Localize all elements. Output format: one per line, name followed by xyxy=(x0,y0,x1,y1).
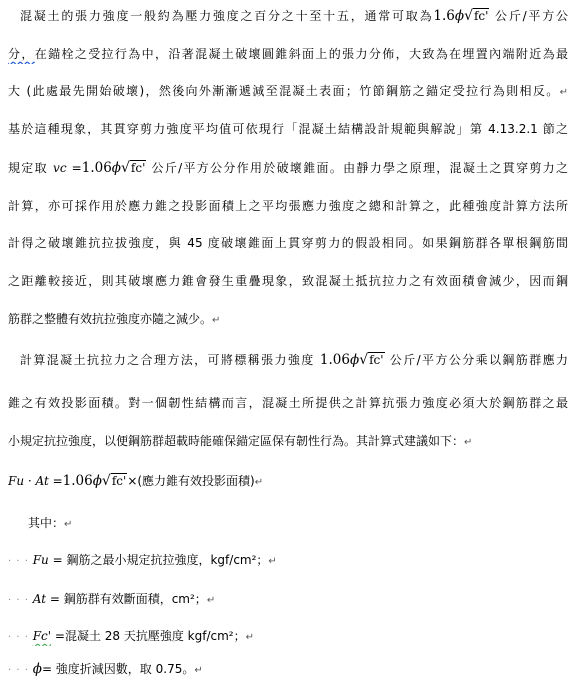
paragraph-1-line-1 xyxy=(8,6,568,26)
fc-prime: fc' xyxy=(473,9,489,23)
definition-phi xyxy=(8,659,568,679)
paragraph-1-line-3 xyxy=(8,81,568,101)
paragraph-1-line-9 xyxy=(8,309,568,329)
paragraph-mark: ↵ xyxy=(64,519,73,530)
formula-coefficient: 1.06 xyxy=(62,473,93,489)
text-span: 大 (此處最先開始破壞)，然後向外漸漸遞減至混凝土表面；竹節鋼筋之錨定受拉行為則相反。 xyxy=(8,84,560,98)
definition-fu xyxy=(8,550,568,570)
paragraph-mark: ↵ xyxy=(206,595,216,606)
radical-symbol: √ xyxy=(121,160,130,176)
coefficient-1-06: 1.06 xyxy=(81,160,112,176)
paragraph-mark: ↵ xyxy=(212,315,221,326)
paragraph-1-line-7 xyxy=(8,233,568,253)
phi-symbol: ϕ xyxy=(111,160,121,176)
text-span: 錐之有效投影面積。對一個韌性結構而言，混凝土所提供之計算抗張力強度必須大於鋼筋群之最 xyxy=(8,396,568,410)
def-symbol: Fc' xyxy=(32,629,52,643)
phi-symbol: ϕ xyxy=(349,352,360,368)
paragraph-mark: ↵ xyxy=(559,87,568,98)
text-span: 公斤/平方公分作用於破壞錐面。由靜力學之原理，混凝土之貫穿剪力之 xyxy=(151,161,568,175)
paragraph-1-line-5 xyxy=(8,158,568,178)
def-text: = 鋼筋之最小規定抗拉強度，kgf/cm²； xyxy=(48,553,269,567)
text-span: 在錨栓之受拉行為中，沿著混凝土破壞圓錐斜面上的張力分佈，大致為在埋置內端附近為最 xyxy=(34,47,568,61)
unit-text: 公斤/平方公 xyxy=(495,9,568,23)
def-text: =混凝土 28 天抗壓強度 kgf/cm²； xyxy=(51,629,246,643)
paragraph-1-line-2 xyxy=(8,44,568,64)
definition-fc xyxy=(8,626,568,646)
paragraph-mark: ↵ xyxy=(254,477,264,488)
def-symbol: ϕ xyxy=(32,661,42,677)
paragraph-2-line-2 xyxy=(8,393,568,413)
def-symbol: At xyxy=(32,592,47,606)
text-span: 計算混凝土抗拉力之合理方法，可將標稱張力強度 xyxy=(20,353,315,367)
paragraph-mark: ↵ xyxy=(194,665,203,676)
coefficient-1-6: 1.6 xyxy=(433,8,455,24)
definition-at xyxy=(8,589,568,609)
def-text: = 鋼筋群有效斷面積，cm²； xyxy=(46,592,207,606)
vc-symbol: vc = xyxy=(53,161,82,175)
indent-marker: · · · xyxy=(8,632,29,643)
radical-symbol: √ xyxy=(101,473,111,489)
text-span: 基於這種現象，其貫穿剪力強度平均值可依現行「混凝土結構設計規範與解說」第 4.13.2.1 節之 xyxy=(8,122,568,136)
fc-prime: fc' xyxy=(369,353,384,367)
paragraph-mark: ↵ xyxy=(268,556,277,567)
def-text: = 強度折減因數，取 0.75。 xyxy=(41,662,195,676)
paragraph-mark: ↵ xyxy=(245,632,254,643)
phi-symbol: ϕ xyxy=(454,8,465,24)
text-span: 分， xyxy=(8,47,35,61)
text-span: 小規定抗拉強度，以便鋼筋群超載時能確保錨定區保有韌性行為。其計算式建議如下： xyxy=(8,434,465,448)
text-span: 筋群之整體有效抗拉強度亦隨之減少。 xyxy=(8,312,213,326)
formula-lhs: Fu · At = xyxy=(8,474,63,488)
paragraph-mark: ↵ xyxy=(464,437,473,448)
radical-symbol: √ xyxy=(464,8,473,24)
text-span: 計得之破壞錐抗拉拔強度，與 45 度破壞錐面上貫穿剪力的假設相同。如果鋼筋群各單根鋼筋間 xyxy=(8,236,568,250)
paragraph-1-line-6 xyxy=(8,196,568,216)
paragraph-2-line-3 xyxy=(8,431,568,451)
text-span: 公斤/平方公分乘以鋼筋群應力 xyxy=(389,353,568,367)
text-span: 規定取 xyxy=(8,161,48,175)
formula-line xyxy=(8,471,568,491)
paragraph-1-line-4 xyxy=(8,119,568,139)
text-span: 其中： xyxy=(28,516,65,530)
text-span: 計算，亦可採作用於應力錐之投影面積上之平均張應力強度之總和計算之，此種強度計算方法所 xyxy=(8,199,568,213)
indent-marker: · · · xyxy=(8,595,29,606)
paragraph-1-line-8 xyxy=(8,271,568,291)
coefficient-1-06: 1.06 xyxy=(319,352,350,368)
paragraph-2-line-1 xyxy=(8,350,568,370)
text-span: 混凝土的張力強度一般約為壓力強度之百分之十至十五，通常可取為 xyxy=(20,9,434,23)
def-symbol: Fu xyxy=(32,553,49,567)
fc-prime: fc' xyxy=(111,474,127,488)
radical-symbol: √ xyxy=(359,352,369,368)
indent-marker: · · · xyxy=(8,556,29,567)
phi-symbol: ϕ xyxy=(92,473,102,489)
formula-rhs: ×(應力錐有效投影面積) xyxy=(127,474,255,488)
text-span: 之距離較接近，則其破壞應力錐會發生重疊現象，致混凝土抵抗拉力之有效面積會減少，因而鋼 xyxy=(8,274,568,288)
fc-prime: fc' xyxy=(130,161,146,175)
indent-marker: · · · xyxy=(8,665,29,676)
where-label xyxy=(8,513,571,533)
